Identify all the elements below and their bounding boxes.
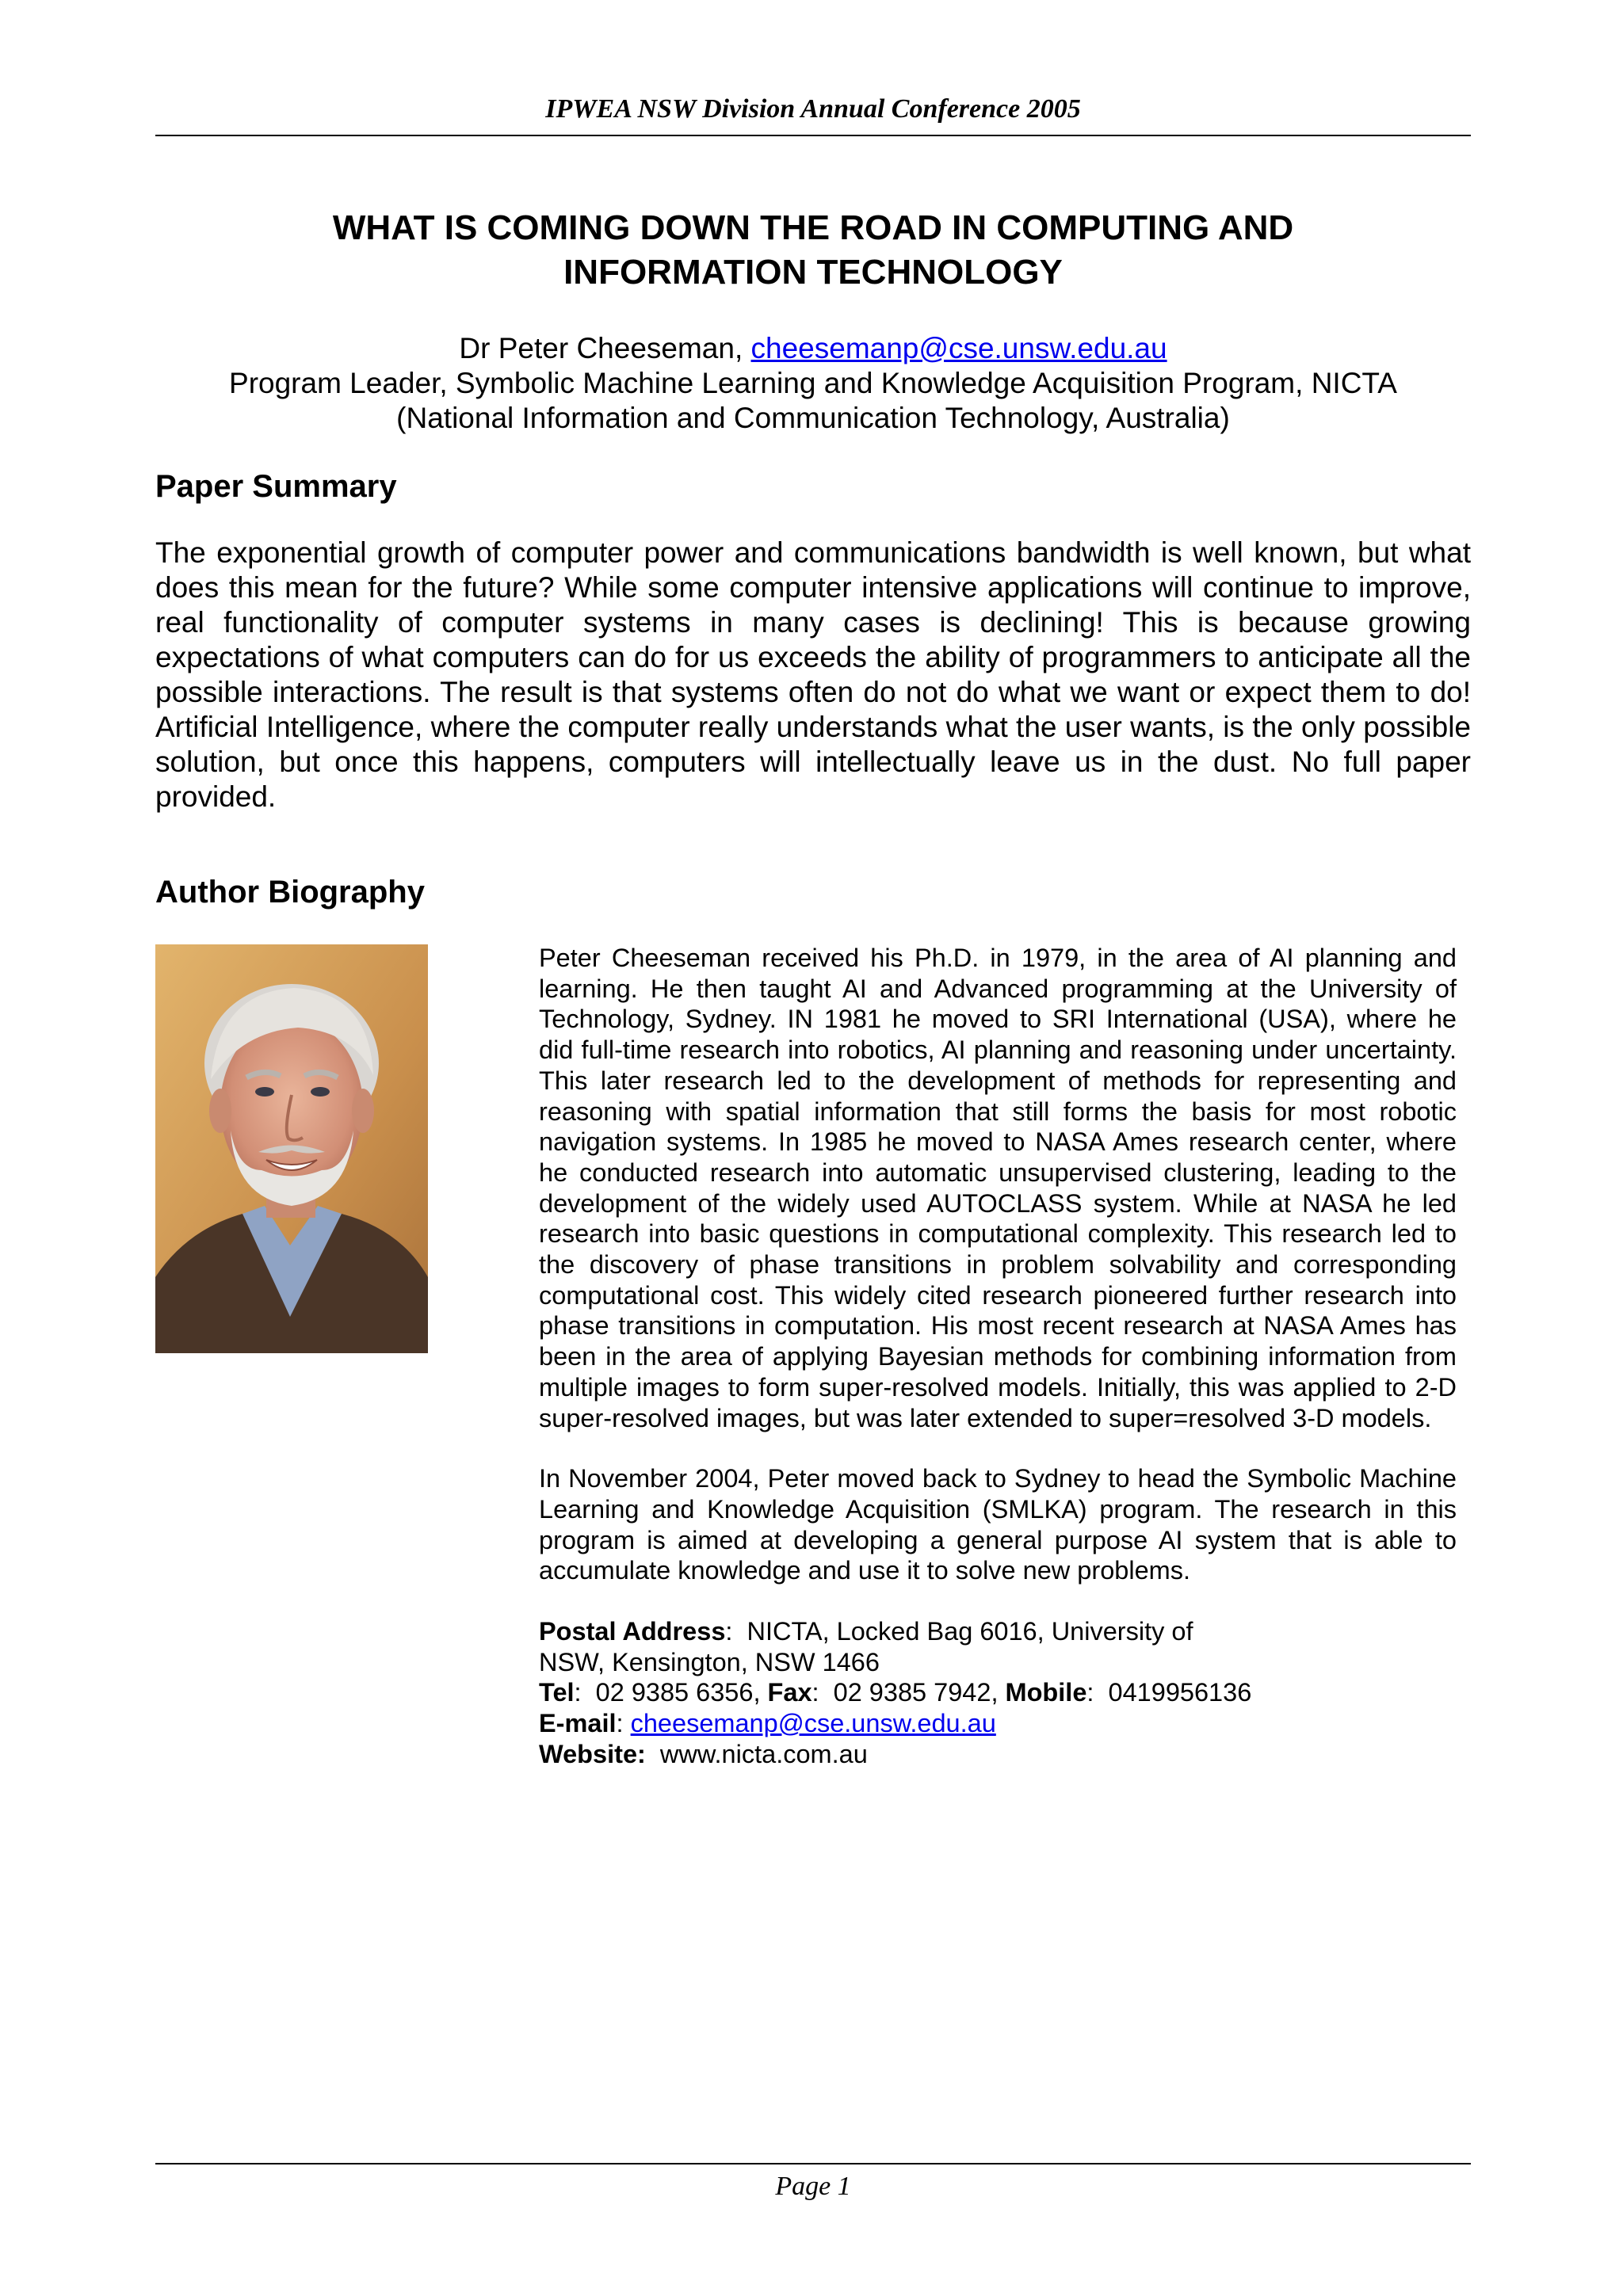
author-role: Program Leader, Symbolic Machine Learning and Knowledge Acquisition Program, NICTA: [229, 367, 1397, 399]
biography-paragraph-1: Peter Cheeseman received his Ph.D. in 1979, in the area of AI planning and learning. He then taught AI and Advanced programming at the University of Technology, Sydney. IN 1981 he moved to SRI International (USA), where he did full-time research into robotics, AI planning and reasoning under uncertainty. This later research led to the development of methods for representing and reasoning with spatial information that still forms the basis for most robotic navigation systems. In 1985 he moved to NASA Ames research center, where he conducted research into automatic unsupervised clustering, leading to the development of the widely used AUTOCLASS system. While at NASA he led research into basic questions in computational complexity. This research led to the discovery of phase transitions in problem solvability and corresponding computational cost. This widely cited research pioneered further research into phase transitions in computation. His most recent research at NASA Ames has been in the area of applying Bayesian methods for combining information from multiple images to form super-resolved models. Initially, this was applied to 2-D super-resolved images, but was later extended to super=resolved 3-D models.: [539, 944, 1457, 1432]
contact-email-link[interactable]: cheesemanp@cse.unsw.edu.au: [630, 1709, 996, 1738]
paper-title: [155, 206, 1471, 295]
postal-address-line-1: Postal Address: NICTA, Locked Bag 6016, University of: [539, 1617, 1193, 1646]
contact-block: [539, 1616, 1457, 1770]
running-header: IPWEA NSW Division Annual Conference 2005: [545, 94, 1081, 124]
mobile-label: Mobile: [1005, 1678, 1087, 1707]
author-block: [155, 331, 1471, 436]
fax-value: 02 9385 7942: [833, 1678, 991, 1707]
postal-address-value-1: NICTA, Locked Bag 6016, University of: [747, 1617, 1193, 1646]
biography-text: [539, 943, 1457, 1770]
author-name: Dr Peter Cheeseman,: [459, 332, 751, 364]
page-number: Page 1: [775, 2172, 851, 2201]
email-label: E-mail: [539, 1709, 617, 1738]
postal-address-label: Postal Address: [539, 1617, 726, 1646]
author-email-link[interactable]: cheesemanp@cse.unsw.edu.au: [750, 332, 1167, 364]
summary-heading: Paper Summary: [155, 469, 397, 504]
summary-paragraph: The exponential growth of computer power and communications bandwidth is well known, but what does this mean for the future? While some computer intensive applications will continue to improve, real functionality of computer systems in many cases is declining! This is because growing expectations of what computers can do for us exceeds the ability of programmers to anticipate all the possible interactions. The result is that systems often do not do what we want or expect them to do! Artificial Intelligence, where the computer really understands what the user wants, is the only possible solution, but once this happens, computers will intellectually leave us in the dust. No full paper provided.: [155, 536, 1471, 813]
title-line-2: INFORMATION TECHNOLOGY: [563, 253, 1063, 292]
title-line-1: WHAT IS COMING DOWN THE ROAD IN COMPUTING AND: [332, 208, 1294, 247]
author-photo: [155, 944, 428, 1353]
email-line: E-mail: cheesemanp@cse.unsw.edu.au: [539, 1709, 996, 1738]
biography-paragraph-2: In November 2004, Peter moved back to Sydney to head the Symbolic Machine Learning and Knowledge Acquisition (SMLKA) program. The research in this program is aimed at developing a general purpose AI system that is able to accumulate knowledge and use it to solve new problems.: [539, 1464, 1457, 1585]
tel-label: Tel: [539, 1678, 575, 1707]
mobile-value: 0419956136: [1108, 1678, 1252, 1707]
fax-label: Fax: [767, 1678, 812, 1707]
website-label: Website:: [539, 1739, 646, 1768]
phone-line: Tel: 02 9385 6356, Fax: 02 9385 7942, Mobile: 0419956136: [539, 1678, 1252, 1707]
footer-rule: [155, 2163, 1471, 2164]
header-rule: [155, 135, 1471, 136]
postal-address-line-2: NSW, Kensington, NSW 1466: [539, 1647, 880, 1676]
author-line: [155, 331, 1471, 366]
website-value: www.nicta.com.au: [659, 1739, 868, 1768]
biography-heading: Author Biography: [155, 875, 425, 910]
website-line: [539, 1739, 1457, 1770]
author-organization: (National Information and Communication Technology, Australia): [396, 402, 1230, 434]
tel-value: 02 9385 6356: [595, 1678, 754, 1707]
